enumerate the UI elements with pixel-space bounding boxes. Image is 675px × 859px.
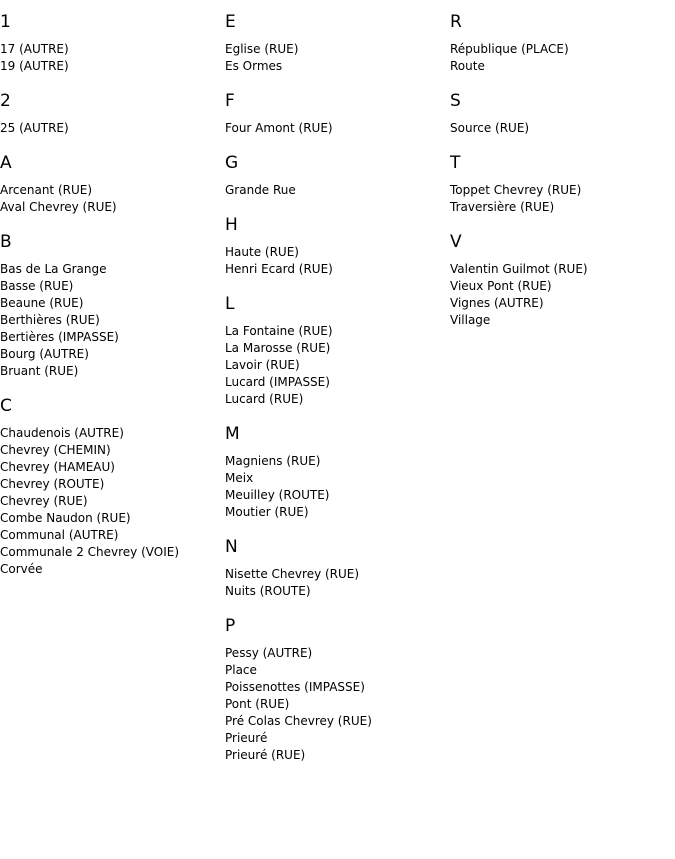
letter-group (0, 11, 225, 75)
letter-heading: 1 (0, 12, 11, 32)
letter-heading: L (225, 294, 235, 314)
letter-heading: F (225, 91, 235, 111)
street-link[interactable]: Communal (AUTRE) (0, 528, 119, 542)
letter-heading: S (450, 91, 461, 111)
street-link[interactable]: La Fontaine (RUE) (225, 324, 333, 338)
street-link[interactable]: Berthières (RUE) (0, 313, 100, 327)
street-link[interactable]: 19 (AUTRE) (0, 59, 69, 73)
street-link[interactable]: Chevrey (RUE) (0, 494, 88, 508)
street-link[interactable]: Magniens (RUE) (225, 454, 321, 468)
street-link[interactable]: Aval Chevrey (RUE) (0, 200, 117, 214)
street-link[interactable]: Lucard (RUE) (225, 392, 304, 406)
street-column-2 (225, 11, 450, 779)
letter-heading: C (0, 396, 12, 416)
street-column-1 (0, 11, 225, 593)
street-link[interactable]: Pessy (AUTRE) (225, 646, 313, 660)
street-link[interactable]: Grande Rue (225, 183, 296, 197)
street-link[interactable]: Toppet Chevrey (RUE) (450, 183, 582, 197)
street-link[interactable]: Chevrey (CHEMIN) (0, 443, 111, 457)
street-link[interactable]: Meix (225, 471, 254, 485)
street-link[interactable]: Moutier (RUE) (225, 505, 309, 519)
letter-group (225, 214, 450, 278)
street-link[interactable]: Pré Colas Chevrey (RUE) (225, 714, 372, 728)
letter-group (225, 536, 450, 600)
street-link[interactable]: Combe Naudon (RUE) (0, 511, 131, 525)
letter-heading: G (225, 153, 239, 173)
street-link[interactable]: Vignes (AUTRE) (450, 296, 544, 310)
letter-group (225, 423, 450, 521)
street-link[interactable]: Corvée (0, 562, 43, 576)
street-link[interactable]: Bertières (IMPASSE) (0, 330, 119, 344)
street-link[interactable]: Lavoir (RUE) (225, 358, 300, 372)
letter-heading: T (450, 153, 461, 173)
street-link[interactable]: Bruant (RUE) (0, 364, 79, 378)
street-link[interactable]: Beaune (RUE) (0, 296, 84, 310)
letter-heading: 2 (0, 91, 11, 111)
letter-group (450, 231, 675, 329)
street-link[interactable]: Chaudenois (AUTRE) (0, 426, 124, 440)
letter-group (0, 231, 225, 380)
street-link[interactable]: 25 (AUTRE) (0, 121, 69, 135)
street-link[interactable]: 17 (AUTRE) (0, 42, 69, 56)
letter-group (450, 90, 675, 137)
letter-group (450, 11, 675, 75)
letter-group (0, 395, 225, 578)
letter-heading: N (225, 537, 238, 557)
street-link[interactable]: Four Amont (RUE) (225, 121, 333, 135)
street-link[interactable]: Nisette Chevrey (RUE) (225, 567, 360, 581)
street-link[interactable]: Traversière (RUE) (450, 200, 555, 214)
street-link[interactable]: Meuilley (ROUTE) (225, 488, 330, 502)
letter-group (225, 90, 450, 137)
letter-group (225, 152, 450, 199)
street-link[interactable]: Route (450, 59, 485, 73)
letter-heading: H (225, 215, 238, 235)
street-link[interactable]: Chevrey (ROUTE) (0, 477, 105, 491)
street-link[interactable]: Bas de La Grange (0, 262, 107, 276)
street-link[interactable]: Haute (RUE) (225, 245, 299, 259)
letter-group (225, 11, 450, 75)
street-link[interactable]: République (PLACE) (450, 42, 569, 56)
letter-group (0, 90, 225, 137)
letter-group (0, 152, 225, 216)
letter-heading: V (450, 232, 462, 252)
street-link[interactable]: La Marosse (RUE) (225, 341, 331, 355)
letter-heading: M (225, 424, 240, 444)
street-link[interactable]: Place (225, 663, 257, 677)
street-link[interactable]: Arcenant (RUE) (0, 183, 93, 197)
street-link[interactable]: Lucard (IMPASSE) (225, 375, 330, 389)
street-link[interactable]: Vieux Pont (RUE) (450, 279, 552, 293)
letter-group (225, 293, 450, 408)
letter-heading: A (0, 153, 12, 173)
letter-group (225, 615, 450, 764)
street-link[interactable]: Bourg (AUTRE) (0, 347, 89, 361)
letter-group (450, 152, 675, 216)
street-column-3 (450, 11, 675, 344)
street-link[interactable]: Poissenottes (IMPASSE) (225, 680, 365, 694)
letter-heading: B (0, 232, 12, 252)
street-link[interactable]: Henri Ecard (RUE) (225, 262, 333, 276)
street-link[interactable]: Es Ormes (225, 59, 283, 73)
street-link[interactable]: Chevrey (HAMEAU) (0, 460, 115, 474)
street-link[interactable]: Village (450, 313, 491, 327)
street-link[interactable]: Prieuré (RUE) (225, 748, 306, 762)
street-link[interactable]: Source (RUE) (450, 121, 530, 135)
street-link[interactable]: Communale 2 Chevrey (VOIE) (0, 545, 180, 559)
street-link[interactable]: Prieuré (225, 731, 268, 745)
street-link[interactable]: Valentin Guilmot (RUE) (450, 262, 588, 276)
street-link[interactable]: Basse (RUE) (0, 279, 74, 293)
street-link[interactable]: Nuits (ROUTE) (225, 584, 311, 598)
letter-heading: R (450, 12, 462, 32)
letter-heading: E (225, 12, 236, 32)
street-link[interactable]: Eglise (RUE) (225, 42, 299, 56)
letter-heading: P (225, 616, 236, 636)
street-link[interactable]: Pont (RUE) (225, 697, 290, 711)
